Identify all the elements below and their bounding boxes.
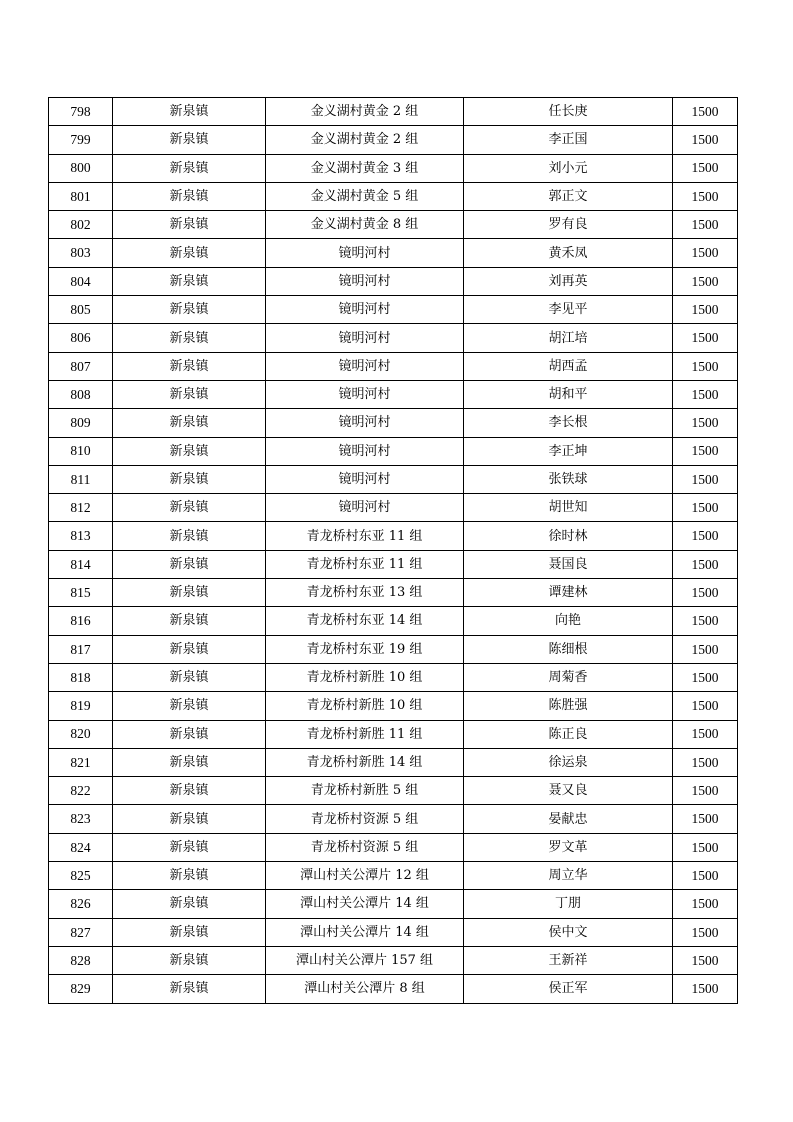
- village-cell: 青龙桥村新胜 14 组: [266, 748, 464, 776]
- name-cell: 胡和平: [464, 380, 673, 408]
- amount-cell: 1500: [673, 126, 738, 154]
- town-cell: 新泉镇: [113, 239, 266, 267]
- village-cell: 青龙桥村新胜 10 组: [266, 663, 464, 691]
- town-cell: 新泉镇: [113, 777, 266, 805]
- village-cell: 金义湖村黄金 2 组: [266, 126, 464, 154]
- amount-cell: 1500: [673, 975, 738, 1003]
- table-row: [49, 890, 738, 918]
- town-cell: 新泉镇: [113, 182, 266, 210]
- village-cell: 潭山村关公潭片 14 组: [266, 890, 464, 918]
- table-row: [49, 522, 738, 550]
- amount-cell: 1500: [673, 918, 738, 946]
- row-number-cell: 819: [49, 692, 113, 720]
- town-cell: 新泉镇: [113, 692, 266, 720]
- town-cell: 新泉镇: [113, 380, 266, 408]
- village-cell: 金义湖村黄金 8 组: [266, 211, 464, 239]
- row-number-cell: 820: [49, 720, 113, 748]
- name-cell: 谭建林: [464, 579, 673, 607]
- name-cell: 陈正良: [464, 720, 673, 748]
- table-row: [49, 975, 738, 1003]
- name-cell: 丁朋: [464, 890, 673, 918]
- row-number-cell: 801: [49, 182, 113, 210]
- town-cell: 新泉镇: [113, 154, 266, 182]
- name-cell: 侯中文: [464, 918, 673, 946]
- amount-cell: 1500: [673, 522, 738, 550]
- table-row: [49, 607, 738, 635]
- table-row: [49, 465, 738, 493]
- town-cell: 新泉镇: [113, 946, 266, 974]
- table-row: [49, 494, 738, 522]
- table-row: [49, 720, 738, 748]
- row-number-cell: 829: [49, 975, 113, 1003]
- name-cell: 徐运泉: [464, 748, 673, 776]
- amount-cell: 1500: [673, 805, 738, 833]
- village-cell: 潭山村关公潭片 8 组: [266, 975, 464, 1003]
- row-number-cell: 824: [49, 833, 113, 861]
- table-row: [49, 98, 738, 126]
- table-row: [49, 862, 738, 890]
- town-cell: 新泉镇: [113, 324, 266, 352]
- village-cell: 镜明河村: [266, 239, 464, 267]
- amount-cell: 1500: [673, 607, 738, 635]
- records-table-body: [49, 98, 738, 1004]
- town-cell: 新泉镇: [113, 720, 266, 748]
- name-cell: 李正坤: [464, 437, 673, 465]
- row-number-cell: 809: [49, 409, 113, 437]
- town-cell: 新泉镇: [113, 494, 266, 522]
- table-row: [49, 409, 738, 437]
- amount-cell: 1500: [673, 748, 738, 776]
- town-cell: 新泉镇: [113, 267, 266, 295]
- row-number-cell: 799: [49, 126, 113, 154]
- amount-cell: 1500: [673, 352, 738, 380]
- town-cell: 新泉镇: [113, 635, 266, 663]
- table-row: [49, 777, 738, 805]
- town-cell: 新泉镇: [113, 352, 266, 380]
- name-cell: 罗有良: [464, 211, 673, 239]
- town-cell: 新泉镇: [113, 437, 266, 465]
- town-cell: 新泉镇: [113, 98, 266, 126]
- amount-cell: 1500: [673, 862, 738, 890]
- amount-cell: 1500: [673, 465, 738, 493]
- name-cell: 任长庚: [464, 98, 673, 126]
- row-number-cell: 800: [49, 154, 113, 182]
- name-cell: 刘再英: [464, 267, 673, 295]
- table-row: [49, 579, 738, 607]
- town-cell: 新泉镇: [113, 211, 266, 239]
- table-row: [49, 663, 738, 691]
- amount-cell: 1500: [673, 550, 738, 578]
- table-row: [49, 211, 738, 239]
- name-cell: 黄禾凤: [464, 239, 673, 267]
- row-number-cell: 805: [49, 296, 113, 324]
- name-cell: 徐时林: [464, 522, 673, 550]
- row-number-cell: 818: [49, 663, 113, 691]
- name-cell: 胡江培: [464, 324, 673, 352]
- table-row: [49, 805, 738, 833]
- amount-cell: 1500: [673, 890, 738, 918]
- village-cell: 镜明河村: [266, 409, 464, 437]
- town-cell: 新泉镇: [113, 918, 266, 946]
- village-cell: 镜明河村: [266, 380, 464, 408]
- row-number-cell: 812: [49, 494, 113, 522]
- name-cell: 聂又良: [464, 777, 673, 805]
- name-cell: 陈胜强: [464, 692, 673, 720]
- name-cell: 郭正文: [464, 182, 673, 210]
- village-cell: 镜明河村: [266, 352, 464, 380]
- village-cell: 潭山村关公潭片 12 组: [266, 862, 464, 890]
- table-row: [49, 352, 738, 380]
- row-number-cell: 814: [49, 550, 113, 578]
- name-cell: 张铁球: [464, 465, 673, 493]
- amount-cell: 1500: [673, 154, 738, 182]
- amount-cell: 1500: [673, 296, 738, 324]
- village-cell: 青龙桥村东亚 11 组: [266, 522, 464, 550]
- town-cell: 新泉镇: [113, 663, 266, 691]
- amount-cell: 1500: [673, 239, 738, 267]
- amount-cell: 1500: [673, 211, 738, 239]
- town-cell: 新泉镇: [113, 550, 266, 578]
- records-table: [48, 97, 738, 1004]
- row-number-cell: 803: [49, 239, 113, 267]
- name-cell: 侯正军: [464, 975, 673, 1003]
- name-cell: 聂国良: [464, 550, 673, 578]
- town-cell: 新泉镇: [113, 805, 266, 833]
- row-number-cell: 806: [49, 324, 113, 352]
- row-number-cell: 811: [49, 465, 113, 493]
- table-row: [49, 267, 738, 295]
- table-row: [49, 239, 738, 267]
- amount-cell: 1500: [673, 720, 738, 748]
- name-cell: 向艳: [464, 607, 673, 635]
- row-number-cell: 808: [49, 380, 113, 408]
- town-cell: 新泉镇: [113, 465, 266, 493]
- village-cell: 青龙桥村东亚 13 组: [266, 579, 464, 607]
- row-number-cell: 821: [49, 748, 113, 776]
- town-cell: 新泉镇: [113, 296, 266, 324]
- row-number-cell: 804: [49, 267, 113, 295]
- amount-cell: 1500: [673, 833, 738, 861]
- town-cell: 新泉镇: [113, 579, 266, 607]
- name-cell: 李长根: [464, 409, 673, 437]
- name-cell: 胡世知: [464, 494, 673, 522]
- table-row: [49, 748, 738, 776]
- row-number-cell: 813: [49, 522, 113, 550]
- table-row: [49, 946, 738, 974]
- table-row: [49, 126, 738, 154]
- town-cell: 新泉镇: [113, 833, 266, 861]
- table-row: [49, 692, 738, 720]
- table-row: [49, 380, 738, 408]
- town-cell: 新泉镇: [113, 126, 266, 154]
- row-number-cell: 827: [49, 918, 113, 946]
- amount-cell: 1500: [673, 663, 738, 691]
- table-row: [49, 182, 738, 210]
- table-row: [49, 833, 738, 861]
- village-cell: 青龙桥村新胜 10 组: [266, 692, 464, 720]
- village-cell: 潭山村关公潭片 157 组: [266, 946, 464, 974]
- village-cell: 镜明河村: [266, 465, 464, 493]
- row-number-cell: 816: [49, 607, 113, 635]
- row-number-cell: 815: [49, 579, 113, 607]
- village-cell: 青龙桥村东亚 14 组: [266, 607, 464, 635]
- amount-cell: 1500: [673, 579, 738, 607]
- town-cell: 新泉镇: [113, 890, 266, 918]
- amount-cell: 1500: [673, 692, 738, 720]
- row-number-cell: 823: [49, 805, 113, 833]
- amount-cell: 1500: [673, 380, 738, 408]
- town-cell: 新泉镇: [113, 748, 266, 776]
- row-number-cell: 802: [49, 211, 113, 239]
- name-cell: 王新祥: [464, 946, 673, 974]
- village-cell: 镜明河村: [266, 494, 464, 522]
- amount-cell: 1500: [673, 324, 738, 352]
- village-cell: 金义湖村黄金 3 组: [266, 154, 464, 182]
- name-cell: 刘小元: [464, 154, 673, 182]
- village-cell: 镜明河村: [266, 324, 464, 352]
- table-row: [49, 550, 738, 578]
- village-cell: 潭山村关公潭片 14 组: [266, 918, 464, 946]
- table-row: [49, 635, 738, 663]
- table-row: [49, 324, 738, 352]
- row-number-cell: 807: [49, 352, 113, 380]
- table-row: [49, 437, 738, 465]
- village-cell: 青龙桥村东亚 19 组: [266, 635, 464, 663]
- table-row: [49, 296, 738, 324]
- town-cell: 新泉镇: [113, 607, 266, 635]
- name-cell: 周立华: [464, 862, 673, 890]
- name-cell: 李见平: [464, 296, 673, 324]
- row-number-cell: 817: [49, 635, 113, 663]
- amount-cell: 1500: [673, 409, 738, 437]
- name-cell: 晏献忠: [464, 805, 673, 833]
- amount-cell: 1500: [673, 182, 738, 210]
- table-row: [49, 918, 738, 946]
- row-number-cell: 810: [49, 437, 113, 465]
- amount-cell: 1500: [673, 267, 738, 295]
- village-cell: 青龙桥村东亚 11 组: [266, 550, 464, 578]
- name-cell: 胡西孟: [464, 352, 673, 380]
- village-cell: 镜明河村: [266, 267, 464, 295]
- amount-cell: 1500: [673, 494, 738, 522]
- row-number-cell: 826: [49, 890, 113, 918]
- amount-cell: 1500: [673, 946, 738, 974]
- town-cell: 新泉镇: [113, 862, 266, 890]
- village-cell: 镜明河村: [266, 296, 464, 324]
- village-cell: 镜明河村: [266, 437, 464, 465]
- row-number-cell: 828: [49, 946, 113, 974]
- amount-cell: 1500: [673, 635, 738, 663]
- village-cell: 青龙桥村资源 5 组: [266, 833, 464, 861]
- name-cell: 李正国: [464, 126, 673, 154]
- town-cell: 新泉镇: [113, 975, 266, 1003]
- row-number-cell: 798: [49, 98, 113, 126]
- name-cell: 罗文革: [464, 833, 673, 861]
- village-cell: 金义湖村黄金 2 组: [266, 98, 464, 126]
- name-cell: 周菊香: [464, 663, 673, 691]
- village-cell: 青龙桥村资源 5 组: [266, 805, 464, 833]
- table-row: [49, 154, 738, 182]
- amount-cell: 1500: [673, 98, 738, 126]
- name-cell: 陈细根: [464, 635, 673, 663]
- village-cell: 青龙桥村新胜 11 组: [266, 720, 464, 748]
- village-cell: 金义湖村黄金 5 组: [266, 182, 464, 210]
- village-cell: 青龙桥村新胜 5 组: [266, 777, 464, 805]
- amount-cell: 1500: [673, 777, 738, 805]
- row-number-cell: 825: [49, 862, 113, 890]
- amount-cell: 1500: [673, 437, 738, 465]
- row-number-cell: 822: [49, 777, 113, 805]
- town-cell: 新泉镇: [113, 409, 266, 437]
- town-cell: 新泉镇: [113, 522, 266, 550]
